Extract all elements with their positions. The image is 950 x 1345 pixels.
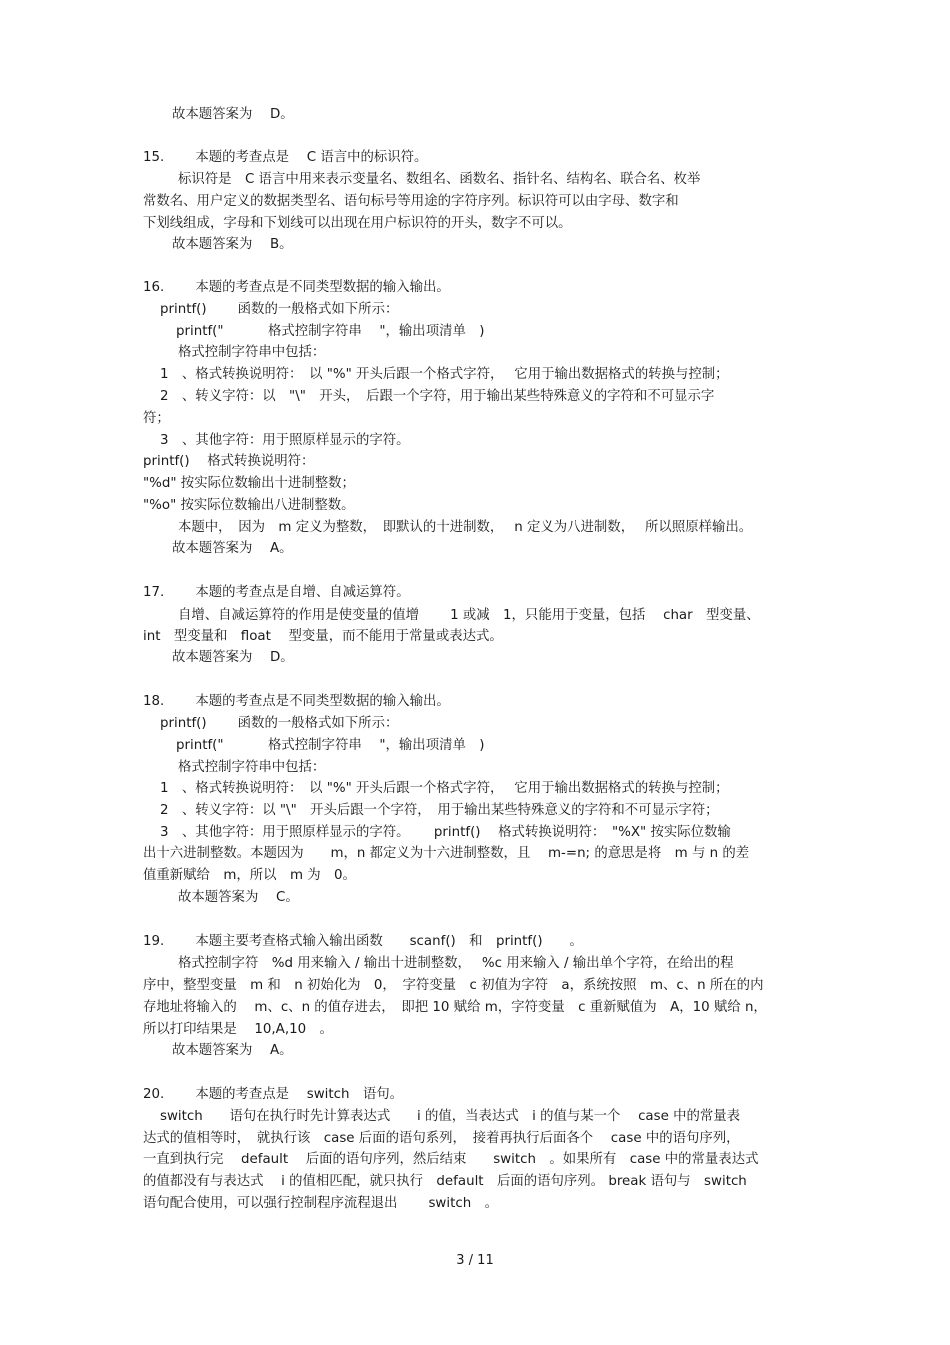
text-line: 故本题答案为 A。 [172,541,293,556]
text-line: 格式控制字符串中包括： [178,760,326,775]
text-line: "%o" 按实际位数输出八进制整数。 [143,498,355,513]
text-line: 一直到执行完 default 后面的语句序列，然后结束 switch 。如果所有 case 中的常量表达式 [143,1152,759,1167]
text-line: 1 、格式转换说明符： 以 "%" 开头后跟一个格式字符， 它用于输出数据格式的转换与控制； [160,367,729,382]
text-line: 常数名、用户定义的数据类型名、语句标号等用途的字符序列。标识符可以由字母、数字和 [143,194,679,209]
text-line: 本题中， 因为 m 定义为整数， 即默认的十进制数， n 定义为八进制数， 所以照原样输出。 [178,520,753,535]
text-line: 20. 本题的考查点是 switch 语句。 [143,1087,404,1102]
text-line: 格式控制字符 %d 用来输入 / 输出十进制整数， %c 用来输入 / 输出单个字符，在给出的程 [178,956,734,971]
text-line: 下划线组成，字母和下划线可以出现在用户标识符的开头，数字不可以。 [143,216,572,231]
text-line: 语句配合使用，可以强行控制程序流程退出 switch 。 [143,1196,498,1211]
text-line: 格式控制字符串中包括： [178,345,326,360]
text-line: 18. 本题的考查点是不同类型数据的输入输出。 [143,694,450,709]
text-line: "%d" 按实际位数输出十进制整数； [143,476,355,491]
text-line: 2 、转义字符：以 "\" 开头后跟一个字符， 用于输出某些特殊意义的字符和不可显示字符； [160,803,719,818]
text-line: 2 、转义字符：以 "\" 开头， 后跟一个字符，用于输出某些特殊意义的字符和不可显示字 [160,389,715,404]
text-line: 标识符是 C 语言中用来表示变量名、数组名、函数名、指针名、结构名、联合名、枚举 [178,172,701,187]
text-line: 故本题答案为 D。 [172,107,294,122]
text-line: 达式的值相等时， 就执行该 case 后面的语句系列， 接着再执行后面各个 case 中的语句序列， [143,1131,740,1146]
text-line: 19. 本题主要考查格式输入输出函数 scanf() 和 printf() 。 [143,934,583,949]
text-line: printf(" 格式控制字符串 "，输出项清单 ) [176,324,485,339]
text-line: 值重新赋给 m，所以 m 为 0。 [143,868,356,883]
text-line: 出十六进制整数。本题因为 m，n 都定义为十六进制整数，且 m-=n; 的意思是将 m 与 n 的差 [143,846,750,861]
text-line: 16. 本题的考查点是不同类型数据的输入输出。 [143,280,450,295]
text-line: printf() 函数的一般格式如下所示： [160,716,399,731]
text-line: 3 、其他字符：用于照原样显示的字符。 [160,433,410,448]
text-line: 自增、自减运算符的作用是使变量的值增 1 或减 1，只能用于变量，包括 char 型变量、 [178,608,760,623]
text-line: printf() 格式转换说明符： [143,454,315,469]
text-line: printf(" 格式控制字符串 "，输出项清单 ) [176,738,485,753]
text-line: 故本题答案为 C。 [178,890,299,905]
text-line: switch 语句在执行时先计算表达式 i 的值，当表达式 i 的值与某一个 case 中的常量表 [160,1109,741,1124]
text-line: 17. 本题的考查点是自增、自减运算符。 [143,585,410,600]
text-line: 故本题答案为 B。 [172,237,293,252]
text-line: 序中，整型变量 m 和 n 初始化为 0， 字符变量 c 初值为字符 a，系统按照 m、c、n 所在的内 [143,978,764,993]
text-line: 3 、其他字符：用于照原样显示的字符。 printf() 格式转换说明符： "%X" 按实际位数输 [160,825,731,840]
text-line: 符； [143,411,170,426]
text-line: 所以打印结果是 10,A,10 。 [143,1022,333,1037]
text-line: printf() 函数的一般格式如下所示： [160,302,399,317]
page-number: 3 / 11 [456,1253,494,1268]
text-line: 的值都没有与表达式 i 的值相匹配，就只执行 default 后面的语句序列。 break 语句与 switch [143,1174,747,1189]
text-line: 故本题答案为 D。 [172,650,294,665]
text-line: 1 、格式转换说明符： 以 "%" 开头后跟一个格式字符， 它用于输出数据格式的转换与控制； [160,781,729,796]
text-line: 故本题答案为 A。 [172,1043,293,1058]
text-line: int 型变量和 float 型变量，而不能用于常量或表达式。 [143,629,503,644]
text-line: 15. 本题的考查点是 C 语言中的标识符。 [143,150,428,165]
text-line: 存地址将输入的 m、c、n 的值存进去， 即把 10 赋给 m，字符变量 c 重新赋值为 A，10 赋给 n， [143,1000,767,1015]
